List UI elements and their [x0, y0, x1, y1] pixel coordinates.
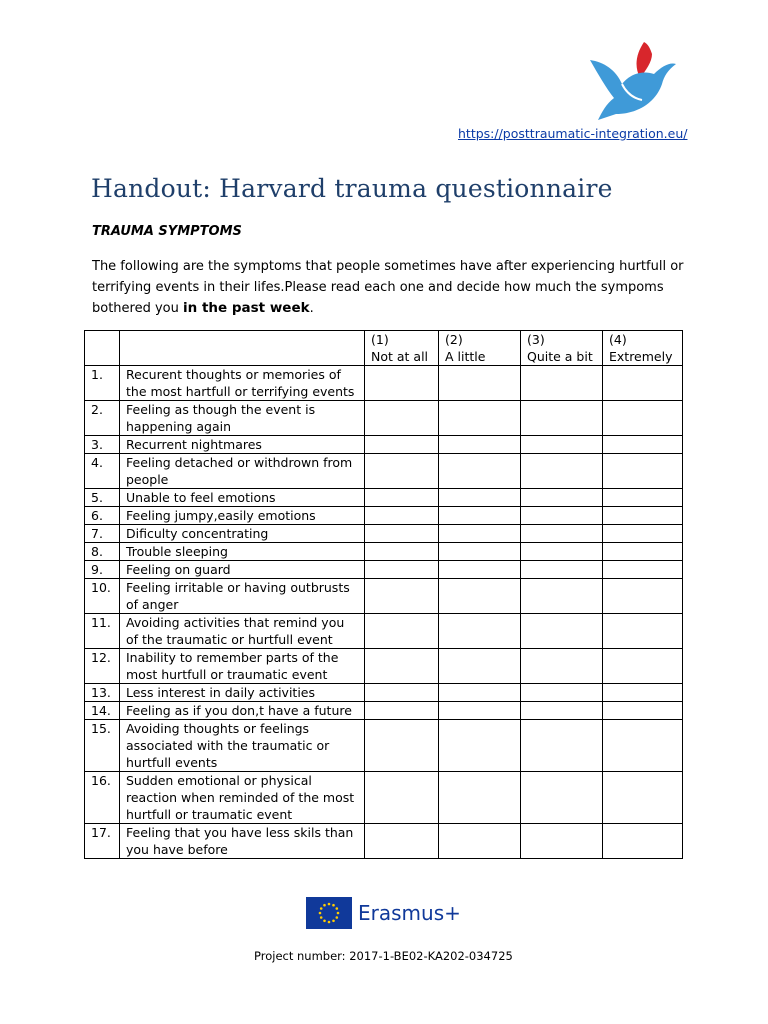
rating-cell-quite-a-bit[interactable] [521, 684, 603, 702]
row-number: 7. [85, 525, 120, 543]
rating-cell-not-at-all[interactable] [365, 543, 439, 561]
rating-cell-not-at-all[interactable] [365, 579, 439, 614]
column-number: (1) [371, 332, 389, 347]
rating-cell-not-at-all[interactable] [365, 702, 439, 720]
rating-cell-quite-a-bit[interactable] [521, 543, 603, 561]
rating-cell-extremely[interactable] [603, 507, 683, 525]
symptom-text: Recurent thoughts or memories of the most hartfull or terrifying events [120, 366, 365, 401]
table-row [85, 824, 683, 859]
rating-cell-quite-a-bit[interactable] [521, 561, 603, 579]
rating-cell-extremely[interactable] [603, 561, 683, 579]
rating-cell-extremely[interactable] [603, 401, 683, 436]
rating-cell-extremely[interactable] [603, 454, 683, 489]
rating-cell-not-at-all[interactable] [365, 649, 439, 684]
rating-cell-quite-a-bit[interactable] [521, 454, 603, 489]
table-row [85, 436, 683, 454]
table-row [85, 579, 683, 614]
row-number: 3. [85, 436, 120, 454]
rating-cell-a-little[interactable] [439, 525, 521, 543]
row-number: 10. [85, 579, 120, 614]
column-number: (2) [445, 332, 463, 347]
table-row [85, 489, 683, 507]
rating-cell-not-at-all[interactable] [365, 401, 439, 436]
rating-cell-extremely[interactable] [603, 579, 683, 614]
column-number: (4) [609, 332, 627, 347]
rating-cell-a-little[interactable] [439, 649, 521, 684]
eu-flag-icon [306, 897, 352, 929]
rating-cell-not-at-all[interactable] [365, 507, 439, 525]
rating-cell-a-little[interactable] [439, 702, 521, 720]
rating-cell-a-little[interactable] [439, 772, 521, 824]
rating-cell-a-little[interactable] [439, 614, 521, 649]
row-number: 8. [85, 543, 120, 561]
rating-cell-a-little[interactable] [439, 579, 521, 614]
rating-cell-not-at-all[interactable] [365, 684, 439, 702]
symptom-text: Feeling detached or withdrown from people [120, 454, 365, 489]
rating-cell-a-little[interactable] [439, 401, 521, 436]
rating-cell-a-little[interactable] [439, 543, 521, 561]
table-row [85, 454, 683, 489]
rating-cell-a-little[interactable] [439, 824, 521, 859]
erasmus-label: Erasmus+ [358, 901, 461, 925]
symptom-text: Less interest in daily activities [120, 684, 365, 702]
intro-text: The following are the symptoms that people sometimes have after experiencing hurtfull or terrifying events in their lifes.Please read each one and decide how much the sympoms bothered you [92, 259, 684, 316]
table-row [85, 401, 683, 436]
rating-cell-a-little[interactable] [439, 436, 521, 454]
rating-cell-extremely[interactable] [603, 489, 683, 507]
row-number: 17. [85, 824, 120, 859]
row-number: 12. [85, 649, 120, 684]
rating-cell-quite-a-bit[interactable] [521, 525, 603, 543]
rating-cell-not-at-all[interactable] [365, 454, 439, 489]
rating-cell-not-at-all[interactable] [365, 772, 439, 824]
symptom-text: Feeling that you have less skils than you have before [120, 824, 365, 859]
rating-cell-quite-a-bit[interactable] [521, 579, 603, 614]
row-number: 15. [85, 720, 120, 772]
rating-cell-a-little[interactable] [439, 489, 521, 507]
rating-cell-quite-a-bit[interactable] [521, 614, 603, 649]
symptom-text: Trouble sleeping [120, 543, 365, 561]
intro-paragraph [92, 256, 692, 319]
rating-cell-extremely[interactable] [603, 525, 683, 543]
table-row [85, 507, 683, 525]
symptom-text: Unable to feel emotions [120, 489, 365, 507]
page-title: Handout: Harvard trauma questionnaire [91, 174, 613, 203]
row-number: 1. [85, 366, 120, 401]
symptom-text: Dificulty concentrating [120, 525, 365, 543]
rating-cell-quite-a-bit[interactable] [521, 772, 603, 824]
rating-cell-not-at-all[interactable] [365, 525, 439, 543]
row-number: 16. [85, 772, 120, 824]
table-row [85, 772, 683, 824]
rating-cell-not-at-all[interactable] [365, 436, 439, 454]
table-header-row [85, 331, 683, 366]
symptom-text: Recurrent nightmares [120, 436, 365, 454]
rating-cell-not-at-all[interactable] [365, 489, 439, 507]
table-row [85, 614, 683, 649]
rating-cell-not-at-all[interactable] [365, 720, 439, 772]
column-number: (3) [527, 332, 545, 347]
column-label: A little [445, 349, 486, 364]
rating-cell-extremely[interactable] [603, 614, 683, 649]
row-number: 13. [85, 684, 120, 702]
rating-cell-extremely[interactable] [603, 824, 683, 859]
rating-cell-extremely[interactable] [603, 684, 683, 702]
rating-cell-quite-a-bit[interactable] [521, 720, 603, 772]
rating-cell-quite-a-bit[interactable] [521, 436, 603, 454]
symptom-text: Feeling jumpy,easily emotions [120, 507, 365, 525]
row-number: 5. [85, 489, 120, 507]
column-header-not-at-all [365, 331, 439, 366]
intro-emphasis: in the past week [183, 300, 310, 316]
column-header-extremely [603, 331, 683, 366]
column-label: Extremely [609, 349, 673, 364]
rating-cell-quite-a-bit[interactable] [521, 702, 603, 720]
rating-cell-extremely[interactable] [603, 772, 683, 824]
rating-cell-extremely[interactable] [603, 720, 683, 772]
rating-cell-a-little[interactable] [439, 366, 521, 401]
rating-cell-extremely[interactable] [603, 702, 683, 720]
rating-cell-not-at-all[interactable] [365, 561, 439, 579]
column-header-a-little [439, 331, 521, 366]
intro-end: . [309, 301, 314, 316]
table-row [85, 561, 683, 579]
symptom-text: Avoiding activities that remind you of the traumatic or hurtfull event [120, 614, 365, 649]
section-heading: TRAUMA SYMPTOMS [92, 224, 242, 239]
header-cell-blank-symptom [120, 331, 365, 366]
rating-cell-quite-a-bit[interactable] [521, 824, 603, 859]
rating-cell-a-little[interactable] [439, 684, 521, 702]
column-label: Quite a bit [527, 349, 593, 364]
table-row [85, 543, 683, 561]
row-number: 11. [85, 614, 120, 649]
symptom-text: Feeling as if you don,t have a future [120, 702, 365, 720]
symptom-text: Sudden emotional or physical reaction when reminded of the most hurtfull or traumatic event [120, 772, 365, 824]
rating-cell-quite-a-bit[interactable] [521, 366, 603, 401]
row-number: 6. [85, 507, 120, 525]
symptom-text: Avoiding thoughts or feelings associated with the traumatic or hurtfull events [120, 720, 365, 772]
row-number: 14. [85, 702, 120, 720]
table-row [85, 684, 683, 702]
website-link[interactable]: https://posttraumatic-integration.eu/ [458, 126, 688, 141]
row-number: 2. [85, 401, 120, 436]
rating-cell-a-little[interactable] [439, 507, 521, 525]
column-label: Not at all [371, 349, 429, 364]
table-row [85, 649, 683, 684]
rating-cell-not-at-all[interactable] [365, 824, 439, 859]
table-row [85, 720, 683, 772]
rating-cell-extremely[interactable] [603, 649, 683, 684]
rating-cell-a-little[interactable] [439, 720, 521, 772]
symptom-text: Inability to remember parts of the most hurtfull or traumatic event [120, 649, 365, 684]
table-row [85, 366, 683, 401]
rating-cell-a-little[interactable] [439, 454, 521, 489]
symptom-table [84, 330, 683, 859]
row-number: 4. [85, 454, 120, 489]
rating-cell-extremely[interactable] [603, 366, 683, 401]
row-number: 9. [85, 561, 120, 579]
symptom-text: Feeling on guard [120, 561, 365, 579]
symptom-text: Feeling irritable or having outbrusts of anger [120, 579, 365, 614]
symptom-text: Feeling as though the event is happening again [120, 401, 365, 436]
rating-cell-extremely[interactable] [603, 436, 683, 454]
dove-logo-icon [586, 40, 678, 122]
rating-cell-extremely[interactable] [603, 543, 683, 561]
rating-cell-not-at-all[interactable] [365, 614, 439, 649]
header-cell-blank-num [85, 331, 120, 366]
column-header-quite-a-bit [521, 331, 603, 366]
rating-cell-quite-a-bit[interactable] [521, 489, 603, 507]
table-row [85, 702, 683, 720]
rating-cell-quite-a-bit[interactable] [521, 507, 603, 525]
project-number: Project number: 2017-1-BE02-KA202-034725 [254, 949, 513, 963]
erasmus-logo [306, 896, 461, 930]
table-row [85, 525, 683, 543]
rating-cell-a-little[interactable] [439, 561, 521, 579]
rating-cell-quite-a-bit[interactable] [521, 649, 603, 684]
rating-cell-quite-a-bit[interactable] [521, 401, 603, 436]
rating-cell-not-at-all[interactable] [365, 366, 439, 401]
